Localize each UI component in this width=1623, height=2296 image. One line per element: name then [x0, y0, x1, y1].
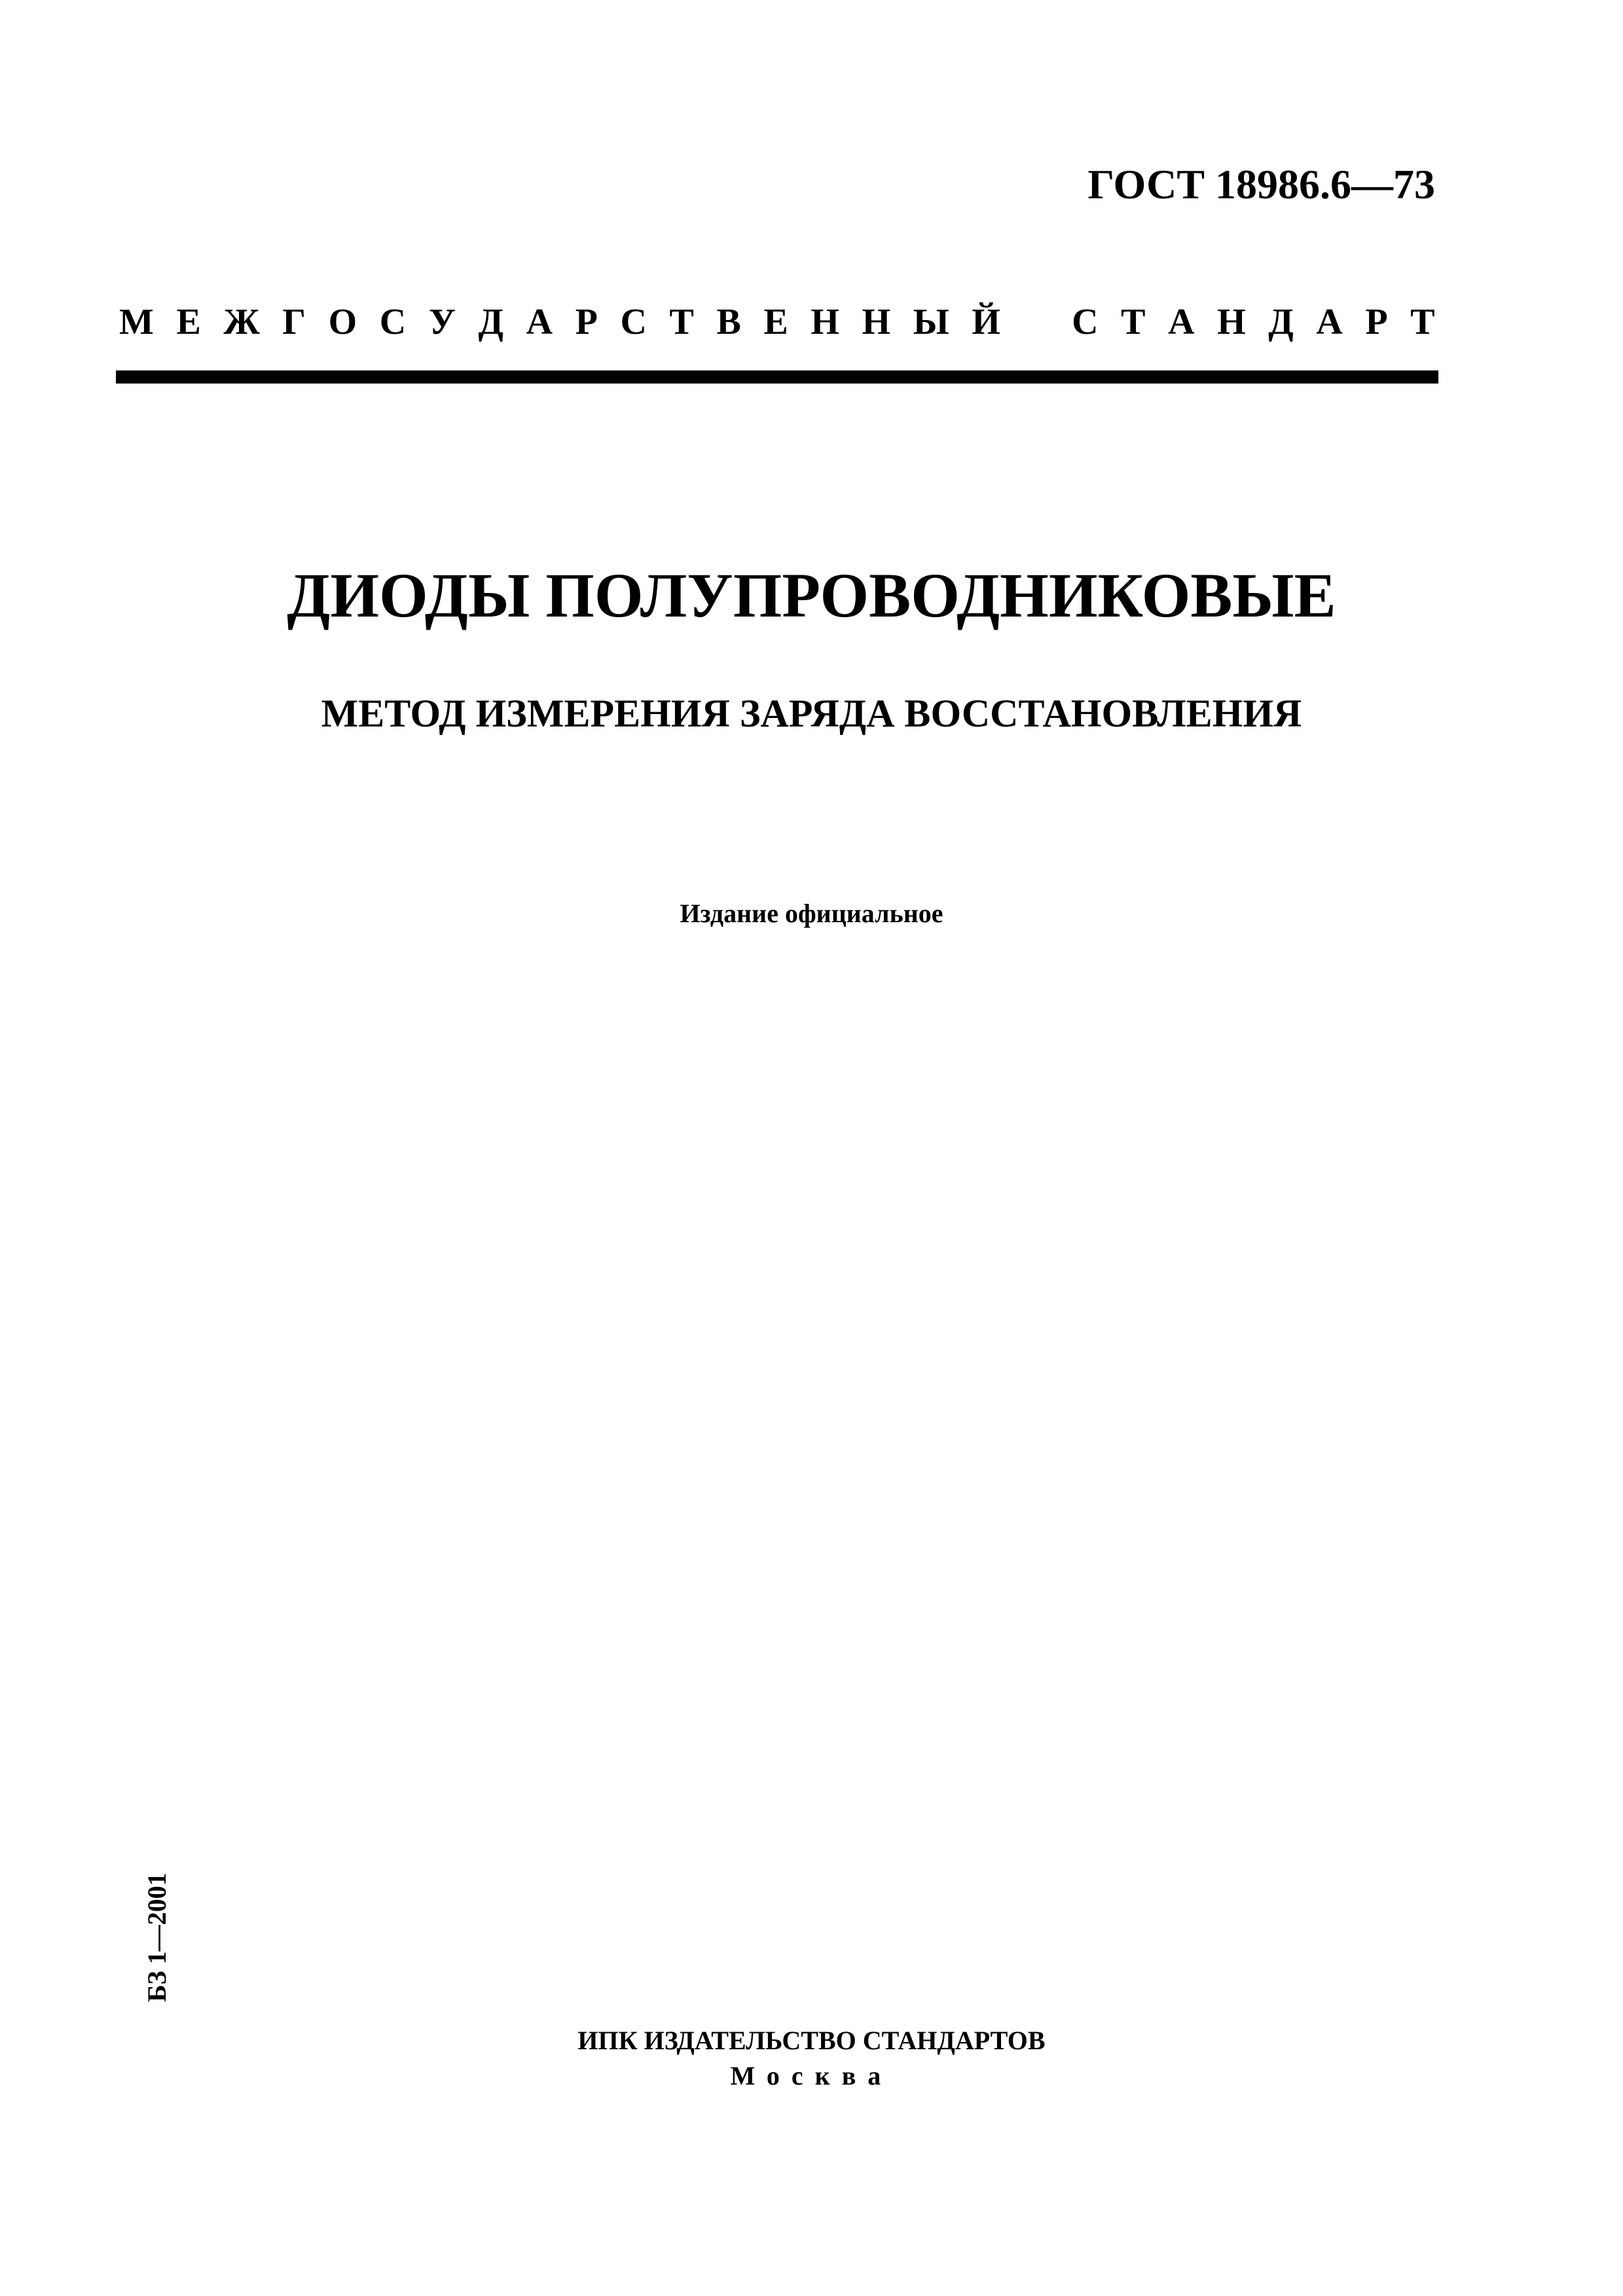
standard-type-letter: Ы	[913, 302, 949, 342]
standard-type-letter: Д	[478, 302, 504, 342]
standard-type-letter: В	[716, 302, 741, 342]
standard-type-letter: Н	[811, 302, 839, 342]
standard-type-letter: Т	[1410, 302, 1435, 342]
heading-rule	[116, 370, 1438, 384]
standard-type-letter: О	[328, 302, 357, 342]
standard-type-letter: Г	[282, 302, 306, 342]
standard-type-letter: С	[1072, 302, 1099, 342]
document-title: ДИОДЫ ПОЛУПРОВОДНИКОВЫЕ	[287, 560, 1336, 630]
standard-type-letter: Р	[1365, 302, 1388, 342]
word-gap	[1023, 304, 1049, 340]
standard-type-letter: С	[620, 302, 647, 342]
side-code: БЗ 1—2001	[142, 1873, 172, 2002]
standard-type-letter: Е	[763, 302, 788, 342]
standard-type-letter: А	[1316, 302, 1343, 342]
standard-type-letter: А	[526, 302, 553, 342]
standard-type-letter: М	[119, 302, 154, 342]
standard-type-letter: С	[379, 302, 407, 342]
standard-type-letter: Е	[176, 302, 201, 342]
standard-type-letter: Р	[575, 302, 598, 342]
standard-type-letter: А	[1168, 302, 1195, 342]
standard-type-letter: Й	[972, 302, 1000, 342]
standard-type-heading	[119, 304, 1435, 340]
standard-number: ГОСТ 18986.6—73	[1087, 161, 1435, 207]
standard-type-letter: Н	[1217, 302, 1246, 342]
standard-type-letter: У	[428, 302, 456, 342]
edition-note: Издание официальное	[680, 899, 943, 928]
standard-type-letter: Ж	[223, 302, 260, 342]
standard-type-letter: Н	[862, 302, 891, 342]
publisher-name: ИПК ИЗДАТЕЛЬСТВО СТАНДАРТОВ	[577, 2026, 1046, 2055]
standard-type-letter: Т	[1121, 302, 1146, 342]
document-subtitle: МЕТОД ИЗМЕРЕНИЯ ЗАРЯДА ВОССТАНОВЛЕНИЯ	[321, 692, 1302, 735]
publisher-city: Москва	[730, 2061, 893, 2090]
standard-type-letter: Т	[669, 302, 694, 342]
standard-type-letter: Д	[1268, 302, 1294, 342]
